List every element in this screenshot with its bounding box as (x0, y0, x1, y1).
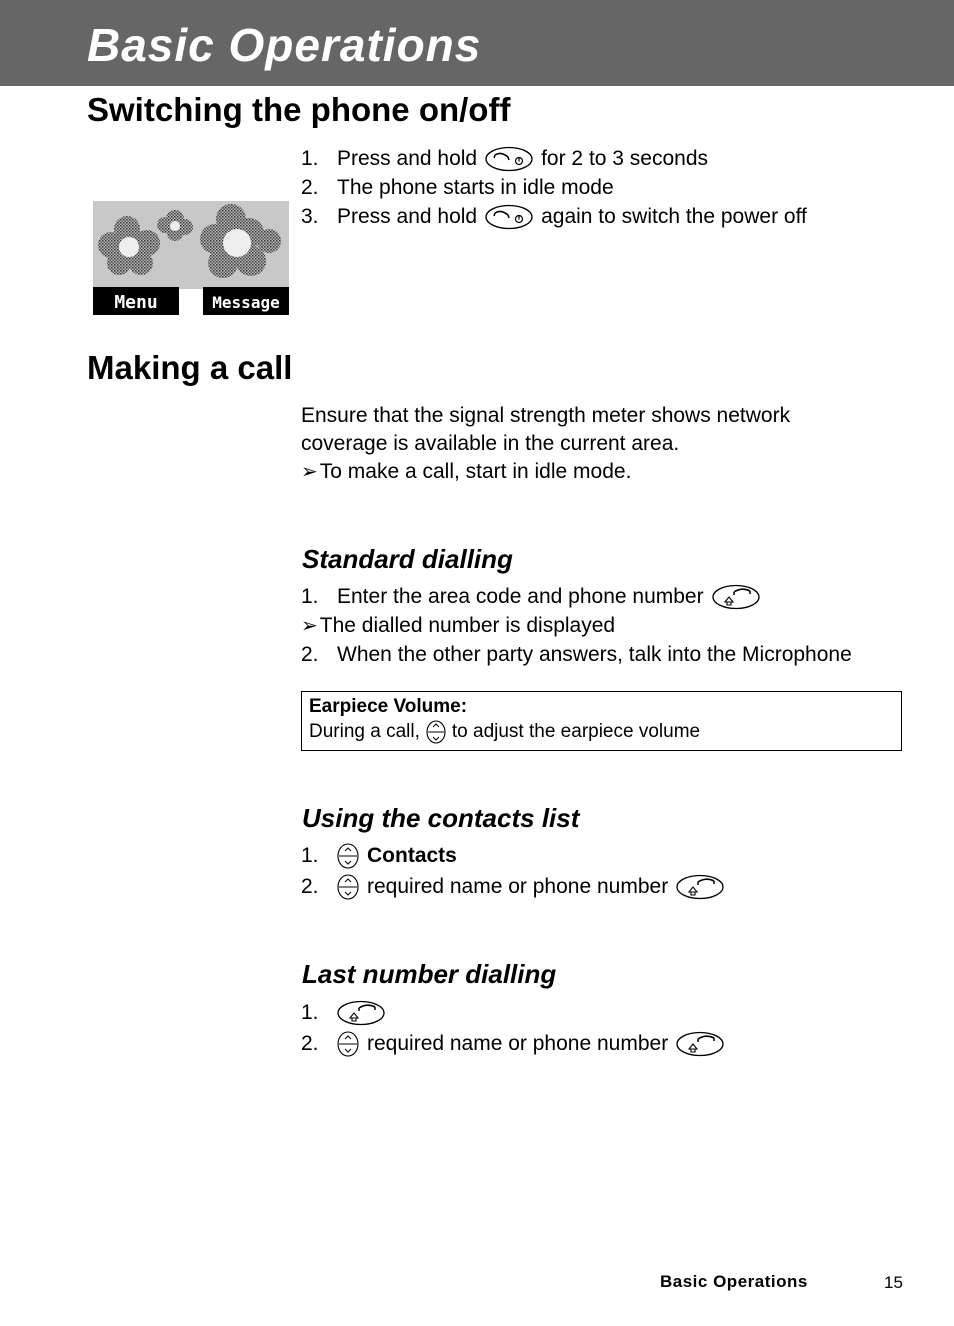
navigation-key-icon (337, 874, 359, 900)
list-item: 1. Contacts (301, 843, 457, 867)
arrow-note-icon: ➢ (301, 614, 318, 637)
subsection-title-contacts-list: Using the contacts list (302, 803, 580, 833)
send-call-key-icon (676, 874, 724, 900)
note: ➢To make a call, start in idle mode. (301, 460, 632, 483)
page-title: Basic Operations (87, 19, 482, 71)
subsection-title-standard-dialling: Standard dialling (302, 544, 513, 574)
list-item: 1. Press and hold for 2 to 3 seconds (301, 146, 709, 170)
navigation-key-icon (426, 720, 446, 744)
send-call-key-icon (676, 1031, 724, 1057)
section-title-switching: Switching the phone on/off (87, 91, 511, 128)
making-call-intro: Ensure that the signal strength meter shows network coverage is available in the current area. ➢To make a call, start in idle mode. (301, 402, 790, 486)
idle-screen-flowers-icon (93, 201, 289, 315)
softkey-menu: Menu (114, 292, 158, 313)
arrow-note-icon: ➢ (301, 461, 318, 483)
tip-text: During a call, to adjust the earpiece volume (309, 721, 701, 742)
note: ➢ The dialled number is displayed (301, 611, 852, 640)
navigation-key-icon (337, 1031, 359, 1057)
tip-title: Earpiece Volume: (309, 696, 468, 717)
subsection-title-last-number: Last number dialling (302, 959, 557, 989)
list-item: 3. Press and hold again to switch the power off (301, 204, 807, 228)
switching-steps (301, 144, 807, 231)
list-item: 1. Enter the area code and phone number (301, 582, 852, 611)
list-item: 2. When the other party answers, talk into the Microphone (301, 642, 852, 666)
section-title-making-call: Making a call (87, 349, 293, 386)
phone-idle-screen (93, 201, 289, 315)
page-number: 15 (884, 1273, 903, 1292)
send-call-key-icon (337, 1000, 385, 1026)
end-call-key-icon (485, 204, 533, 230)
send-call-key-icon (712, 584, 760, 610)
list-item: 2. required name or phone number (301, 1028, 724, 1059)
list-item: 1. (301, 997, 724, 1028)
navigation-key-icon (337, 843, 359, 869)
earpiece-volume-tip-box (301, 691, 902, 751)
softkey-message: Message (212, 293, 280, 312)
standard-dialling-steps (301, 582, 852, 669)
list-item: 2. required name or phone number (301, 871, 724, 902)
footer-section-name: Basic Operations (660, 1272, 808, 1291)
last-number-steps (301, 997, 724, 1059)
contacts-steps (301, 840, 724, 902)
list-item: 2. The phone starts in idle mode (301, 175, 614, 199)
end-call-key-icon (485, 146, 533, 172)
